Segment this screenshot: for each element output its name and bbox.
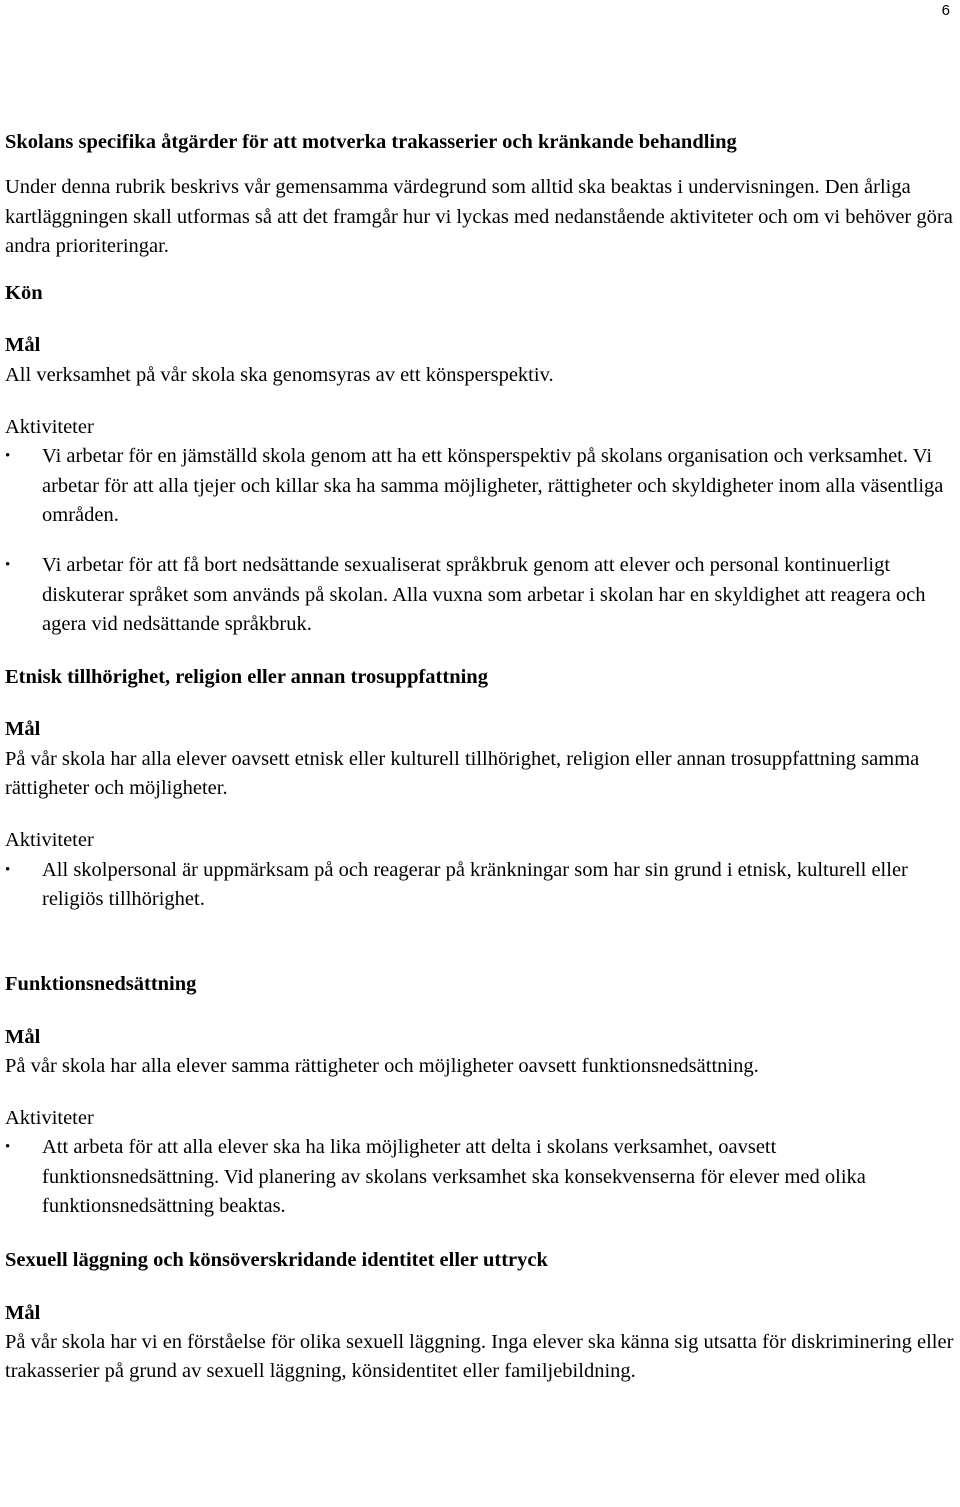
aktiviteter-label: Aktiviteter bbox=[5, 416, 94, 439]
bullet-icon: • bbox=[5, 861, 11, 878]
activity-list bbox=[5, 442, 957, 639]
section-heading-sexuell-laggning: Sexuell läggning och könsöverskridande identitet eller uttryck bbox=[5, 1249, 548, 1272]
mal-text: På vår skola har alla elever samma rättigheter och möjligheter oavsett funktionsnedsättning. bbox=[5, 1054, 759, 1077]
list-item bbox=[5, 442, 957, 530]
aktiviteter-label: Aktiviteter bbox=[5, 829, 94, 852]
activity-list bbox=[5, 1133, 957, 1221]
page-number: 6 bbox=[941, 2, 950, 19]
list-item-text: Vi arbetar för att få bort nedsättande sexualiserat språkbruk genom att elever och personal kontinuerligt diskuterar språket som används på skolan. Alla vuxna som arbetar i skolan har en skyldighet att reagera och agera vid nedsättande språkbruk. bbox=[42, 554, 926, 635]
mal-text: På vår skola har alla elever oavsett etnisk eller kulturell tillhörighet, religion eller annan trosuppfattning samma rättigheter och möjligheter. bbox=[5, 747, 920, 800]
list-item bbox=[5, 1133, 957, 1221]
section-heading-kon: Kön bbox=[5, 282, 43, 305]
list-item bbox=[5, 856, 957, 915]
list-item-text: Vi arbetar för en jämställd skola genom att ha ett könsperspektiv på skolans organisation och verksamhet. Vi arbetar för att alla tjejer och killar ska ha samma möjligheter, rättigheter och skyldigheter inom alla väsentliga områden. bbox=[42, 445, 944, 526]
intro-paragraph: Under denna rubrik beskrivs vår gemensamma värdegrund som alltid ska beaktas i undervisningen. Den årliga kartläggningen skall utformas så att det framgår hur vi lyckas med nedanstående aktiviteter och om vi behöver göra andra prioriteringar. bbox=[5, 176, 953, 257]
mal-label: Mål bbox=[5, 1025, 41, 1048]
activity-list bbox=[5, 856, 957, 915]
section-heading-funktionsnedsattning: Funktionsnedsättning bbox=[5, 973, 197, 996]
mal-text: På vår skola har vi en förståelse för olika sexuell läggning. Inga elever ska känna sig utsatta för diskriminering eller trakasserier på grund av sexuell läggning, könsidentitet eller familjebildning. bbox=[5, 1330, 954, 1383]
list-item bbox=[5, 551, 957, 639]
mal-text: All verksamhet på vår skola ska genomsyras av ett könsperspektiv. bbox=[5, 363, 554, 386]
document-body bbox=[5, 128, 957, 1387]
section-heading-etnisk: Etnisk tillhörighet, religion eller annan trosuppfattning bbox=[5, 666, 488, 689]
bullet-icon: • bbox=[5, 557, 11, 574]
list-item-text: Att arbeta för att alla elever ska ha lika möjligheter att delta i skolans verksamhet, oavsett funktionsnedsättning. Vid planering av skolans verksamhet ska konsekvenserna för elever med olika funktionsnedsättning beaktas. bbox=[42, 1136, 866, 1218]
mal-label: Mål bbox=[5, 1301, 41, 1324]
main-heading: Skolans specifika åtgärder för att motverka trakasserier och kränkande behandling bbox=[5, 131, 737, 153]
mal-label: Mål bbox=[5, 718, 41, 741]
bullet-icon: • bbox=[5, 448, 11, 465]
aktiviteter-label: Aktiviteter bbox=[5, 1107, 94, 1130]
mal-label: Mål bbox=[5, 334, 41, 357]
bullet-icon: • bbox=[5, 1139, 11, 1156]
list-item-text: All skolpersonal är uppmärksam på och reagerar på kränkningar som har sin grund i etnisk, kulturell eller religiös tillhörighet. bbox=[42, 858, 908, 910]
